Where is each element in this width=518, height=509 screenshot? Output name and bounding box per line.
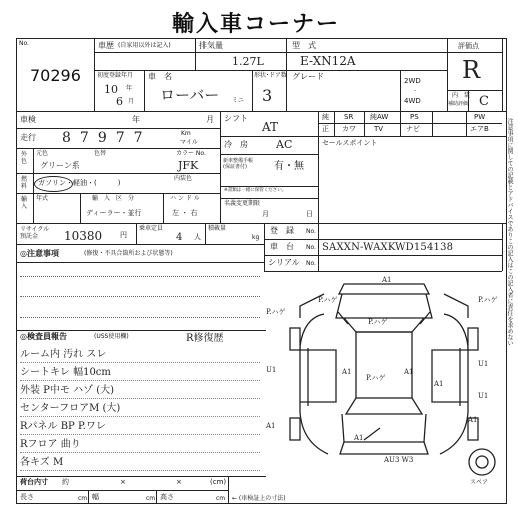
original-color-label: 元色 (36, 150, 49, 157)
damage-label: P.ハゲ (368, 318, 388, 326)
shaken-month-label: 月 (206, 115, 214, 124)
caution-sub: (修復・不具合箇所および状態等) (84, 250, 173, 257)
damage-label: P.ハゲ (478, 296, 498, 304)
option-kawa: カワ (342, 125, 356, 133)
damage-label: P.ハゲ (266, 308, 286, 316)
ac-label: 冷 房 (224, 140, 248, 149)
shift-label: シフト (224, 114, 248, 123)
option-genuine: 純 (322, 113, 329, 121)
damage-label: A1 (266, 422, 276, 430)
model-label: 型 式 (292, 41, 316, 50)
load-kg: kg (252, 234, 260, 241)
damage-label: A1 (434, 380, 444, 388)
interior-sub: 補助評価 (448, 101, 469, 107)
inspector-note: シートキレ 幅10cm (20, 367, 111, 378)
option-navi: ナビ (406, 125, 420, 133)
reg-label: 登 録 (270, 226, 294, 235)
capacity-label: 乗車定員 (139, 225, 164, 232)
recycle-yen: 円 (120, 231, 127, 239)
serial-label: シリアル (268, 258, 300, 267)
model-value: E-XN12A (300, 54, 356, 68)
drive-2wd: 2WD (404, 77, 421, 85)
month-unit: 月 (128, 98, 135, 105)
mile-label: マイル (180, 139, 198, 146)
caution-dotted-line (20, 296, 260, 297)
color-value: グリーン系 (40, 161, 80, 170)
interior-value: C (479, 94, 489, 109)
import-class-label: 輸 入 区 分 (92, 195, 135, 202)
chassis-no: No. (306, 244, 316, 251)
name-change-month: 月 (262, 210, 269, 218)
no-label: No. (19, 40, 29, 47)
damage-label: A1 (382, 276, 392, 284)
fuel-circle (34, 176, 73, 192)
first-reg-month: 6 (116, 95, 123, 108)
capacity-person: 人 (194, 233, 201, 241)
damage-label: P.ハゲ (366, 374, 386, 382)
shift-value: AT (262, 120, 279, 134)
fuel-label: 燃 料 (21, 176, 28, 191)
option-pw: PW (474, 113, 486, 121)
name-change-day: 日 (306, 210, 313, 218)
repair-note: R修復歴 (186, 333, 224, 344)
footer-note: ← (車検証上の寸法) (232, 495, 286, 502)
doors-value: 3 (262, 86, 273, 105)
damage-label: U1 (266, 366, 277, 374)
inspector-note: センターフロアM (大) (20, 403, 121, 414)
inspector-lines (20, 344, 260, 472)
damage-label: A1 (342, 368, 352, 376)
displacement-value: 1.27L (232, 55, 264, 68)
shaken-label: 車検 (20, 115, 36, 124)
inspector-note: Rパネル BP P.ワレ (20, 421, 106, 432)
option-tv: TV (374, 125, 384, 133)
serial-no: No. (306, 260, 316, 267)
damage-label: U1 (478, 360, 489, 368)
import-class-value: ディーラー・並行 (86, 209, 142, 217)
eval-label: 評価点 (458, 42, 479, 50)
fuel-value: ガソリン・軽油・( ) (38, 179, 121, 187)
handle-value: 左 ・ 右 (172, 209, 198, 217)
mileage-label: 走行 (20, 133, 36, 142)
interior-color-label: 内装色 (174, 175, 193, 182)
chassis-value: SAXXN-WAXKWD154138 (322, 242, 454, 253)
ext-color-label: 外 色 (21, 151, 28, 166)
damage-label: P.ハゲ (318, 296, 338, 304)
option-aw: 純AW (370, 113, 389, 121)
mileage-value: 87977 (62, 130, 152, 146)
cargo-x1: × (120, 478, 126, 486)
interior-label: 内 装 (452, 92, 471, 99)
grade-label: グレード (292, 72, 324, 81)
length-label: 長さ (20, 493, 34, 501)
inspector-title: ◎検査員報告 (20, 332, 67, 341)
inspector-sub: (USS使用欄) (94, 333, 129, 340)
car-name-suffix: ミニ (232, 97, 245, 104)
height-cm: cm (216, 495, 226, 502)
cargo-cm: (cm) (210, 478, 227, 486)
damage-label: U1 (478, 392, 489, 400)
car-name-value: ローバー (160, 86, 220, 104)
manual-note: ※書類は一緒に保管ください。 (224, 188, 287, 193)
year-type-label: 年式 (36, 195, 49, 202)
page-title: 輸入車コーナー (172, 12, 341, 37)
history-note: (自家用以外は記入) (118, 42, 171, 49)
length-cm: cm (78, 495, 88, 502)
drive-separator: · (414, 87, 417, 95)
damage-label: A1 (468, 416, 478, 424)
damage-label: AU3 W3 (384, 456, 414, 464)
lot-number: 70296 (30, 66, 81, 85)
color-no-label: カラー No. (176, 150, 206, 157)
width-cm: cm (146, 495, 156, 502)
recycle-label: リサイクル 預託金 (20, 226, 50, 241)
damage-label: A1 (404, 368, 414, 376)
inspector-note: ルーム内 汚れ スレ (20, 349, 107, 360)
color-no-value: JFK (178, 159, 199, 172)
drive-4wd: 4WD (404, 97, 421, 105)
cargo-label: 荷台内寸 (20, 478, 48, 486)
shaken-year-label: 年 (132, 115, 140, 124)
car-diagram (264, 272, 502, 486)
capacity-value: 4 (176, 232, 183, 243)
sales-point-label: セールスポイント (322, 139, 378, 147)
cargo-x2: × (176, 478, 182, 486)
side-note: 注意事項に関しての記載とアドバイスでありこの記入はこの記入者に責任を求めない (506, 118, 513, 346)
color-change-label: 色替 (94, 150, 107, 157)
inspector-note: Rフロア 曲り (20, 439, 81, 450)
caution-dotted-lines (20, 276, 260, 318)
km-label: Km (181, 130, 191, 137)
option-airbag: エアB (470, 125, 489, 133)
inspector-note: 外装 P中モ ハゾ (大) (20, 385, 115, 396)
displacement-label: 排気量 (199, 41, 223, 50)
handle-label: ハ ン ド ル (170, 195, 200, 202)
manual-label: 新車整備手帳 (保証書付) (223, 158, 254, 170)
option-leather: 正 (322, 125, 329, 133)
reg-no: No. (306, 228, 316, 235)
option-ps: PS (410, 113, 419, 121)
recycle-value: 10380 (64, 229, 103, 243)
import-label: 輸 入 (21, 196, 28, 211)
car-name-label: 車 名 (148, 72, 172, 81)
caution-title: ◎注意事項 (20, 249, 59, 258)
name-change-label: 名義変更期限 (224, 200, 261, 207)
inspector-note: 各キズ M (20, 457, 64, 468)
damage-label: A1 (354, 434, 364, 442)
first-reg-year: 10 (104, 83, 118, 96)
width-label: 幅 (92, 493, 99, 501)
year-unit: 年 (126, 85, 133, 92)
height-label: 高さ (160, 493, 174, 501)
manual-value: 有・無 (274, 161, 304, 172)
cargo-unit: 約 (62, 478, 69, 486)
doors-label: 形状･ドア数 (254, 72, 287, 79)
option-sr: SR (344, 113, 354, 121)
load-label: 積載量 (208, 225, 227, 232)
first-reg-label: 初度登録年月 (97, 72, 134, 79)
spare-label: スペア (470, 479, 489, 486)
eval-value: R (462, 56, 481, 84)
history-label: 車歴 (98, 41, 114, 50)
ac-value: AC (276, 138, 293, 151)
chassis-label: 車 台 (270, 242, 294, 251)
